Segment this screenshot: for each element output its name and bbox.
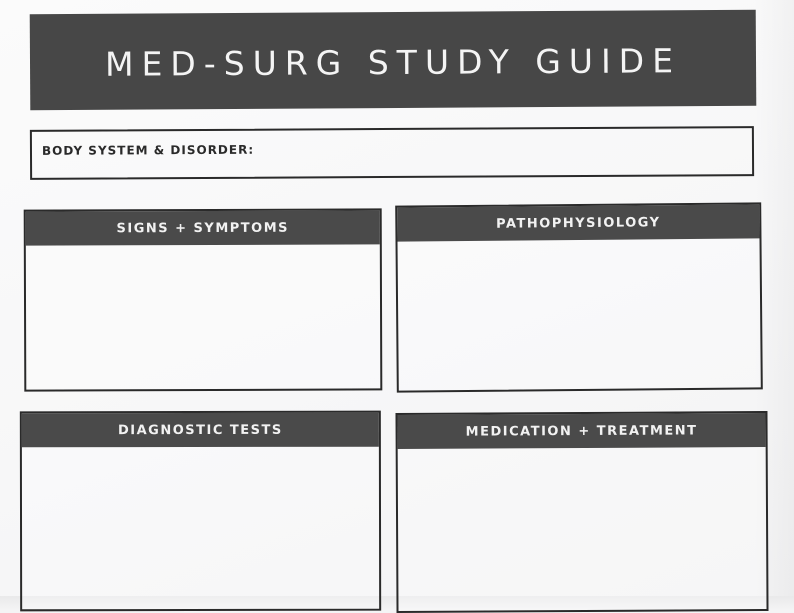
section-header	[22, 413, 379, 448]
diagnostic-tests-title: DIAGNOSTIC TESTS	[117, 422, 283, 438]
signs-symptoms-title: SIGNS + SYMPTOMS	[116, 220, 290, 236]
body-system-label: BODY SYSTEM & DISORDER:	[41, 142, 255, 158]
page-title: MED-SURG STUDY GUIDE	[104, 40, 682, 84]
section-header	[397, 204, 759, 241]
pathophysiology-section[interactable]	[395, 202, 763, 392]
medication-treatment-section[interactable]	[395, 411, 768, 613]
title-banner	[30, 10, 757, 110]
diagnostic-tests-section[interactable]	[20, 411, 381, 612]
body-system-field[interactable]	[30, 126, 754, 180]
signs-symptoms-section[interactable]	[24, 208, 383, 391]
medication-treatment-title: MEDICATION + TREATMENT	[465, 422, 698, 440]
section-header	[26, 210, 380, 245]
section-header	[397, 413, 765, 449]
pathophysiology-title: PATHOPHYSIOLOGY	[496, 214, 661, 232]
